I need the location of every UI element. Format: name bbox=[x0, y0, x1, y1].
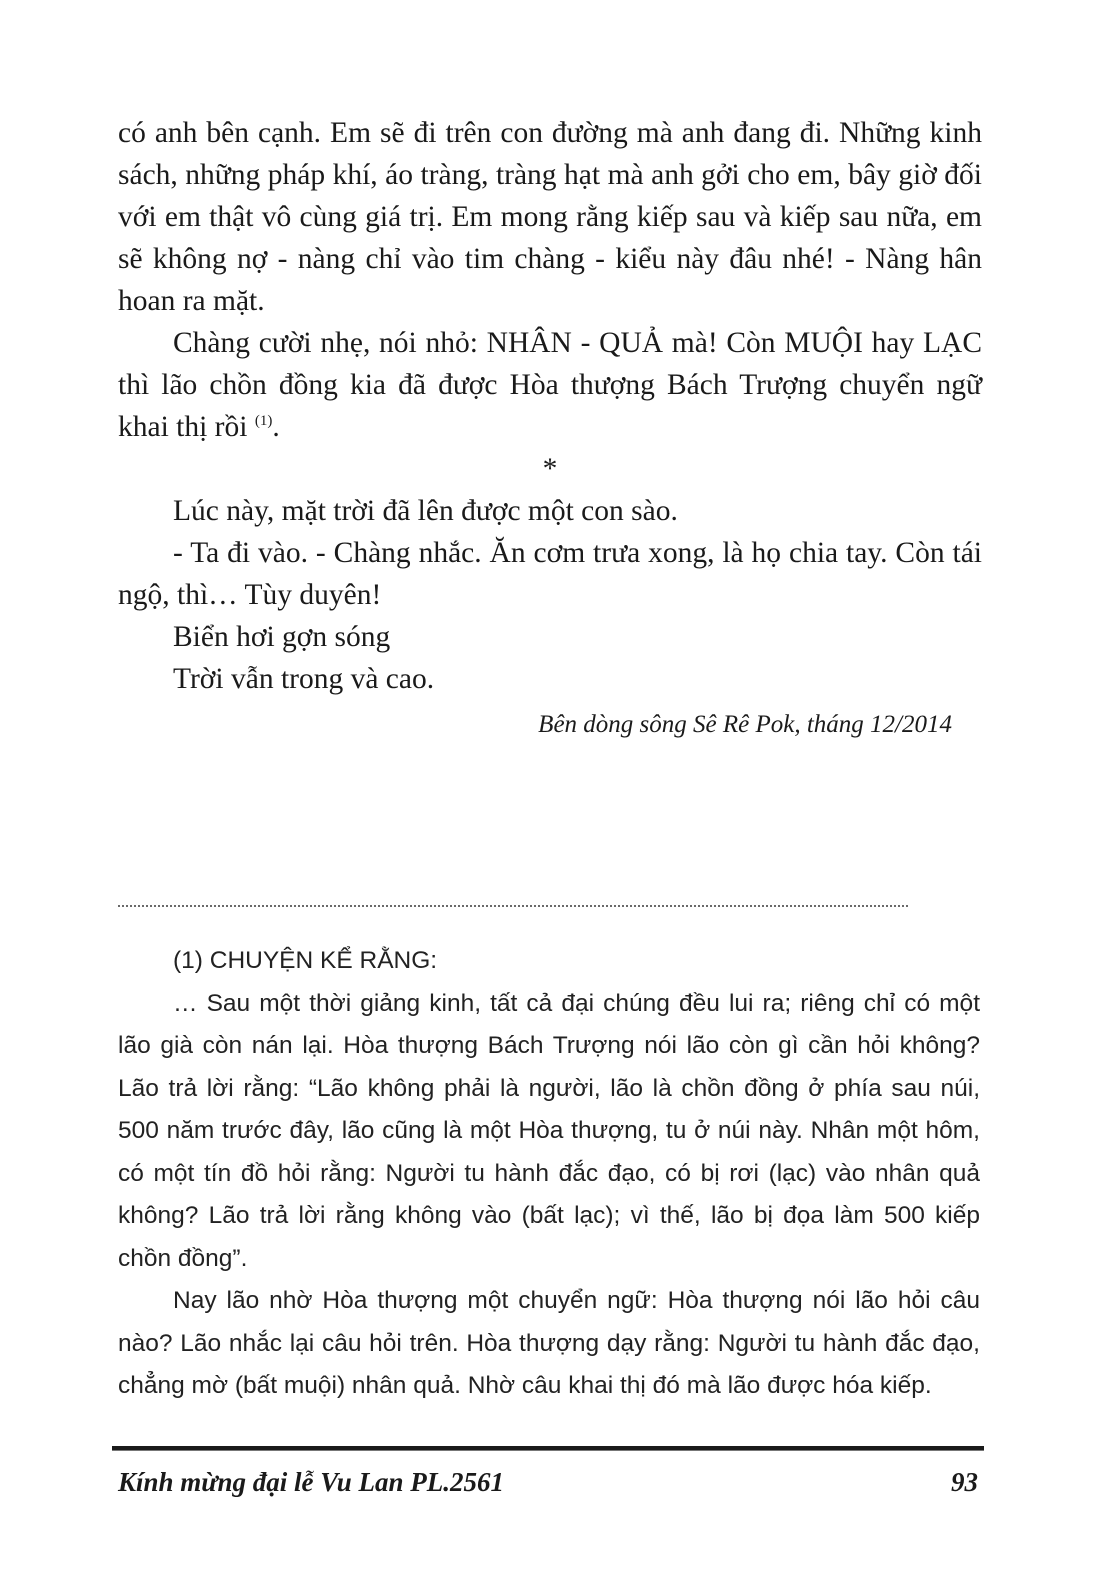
footnote-reference[interactable]: (1) bbox=[254, 413, 273, 430]
paragraph-2 bbox=[118, 322, 982, 448]
footer-title: Kính mừng đại lễ Vu Lan PL.2561 bbox=[118, 1467, 505, 1497]
footer-rule bbox=[112, 1446, 984, 1451]
paragraph-1: có anh bên cạnh. Em sẽ đi trên con đường mà anh đang đi. Những kinh sách, những pháp khí, áo tràng, tràng hạt mà anh gởi cho em, bây giờ đối với em thật vô cùng giá trị. Em mong rằng kiếp sau và kiếp sau nữa, em sẽ không nợ - nàng chỉ vào tim chàng - kiểu này đâu nhé! - Nàng hân hoan ra mặt. bbox=[118, 117, 982, 317]
footnote-section bbox=[118, 940, 980, 1408]
paragraph-6: Trời vẫn trong và cao. bbox=[173, 663, 435, 695]
footnote-separator bbox=[118, 905, 908, 907]
paragraph-2-text: Chàng cười nhẹ, nói nhỏ: NHÂN - QUẢ mà! Còn MUỘI hay LẠC thì lão chồn đồng kia đã được Hòa thượng Bách Trượng chuyển ngữ khai thị rồi bbox=[118, 327, 982, 443]
section-separator: * bbox=[542, 453, 558, 485]
footnote-paragraph-1: … Sau một thời giảng kinh, tất cả đại chúng đều lui ra; riêng chỉ có một lão già còn nán lại. Hòa thượng Bách Trượng nói lão còn gì cần hỏi không? Lão trả lời rằng: “Lão không phải là người, lão là chồn đồng ở phía sau núi, 500 năm trước đây, lão cũng là một Hòa thượng, tu ở núi này. Nhân một hôm, có một tín đồ hỏi rằng: Người tu hành đắc đạo, có bị rơi (lạc) vào nhân quả không? Lão trả lời rằng không vào (bất lạc); vì thế, lão bị đọa làm 500 kiếp chồn đồng”. bbox=[118, 989, 980, 1272]
page-footer bbox=[118, 1462, 978, 1502]
paragraph-3: Lúc này, mặt trời đã lên được một con sào. bbox=[173, 495, 678, 527]
page-number: 93 bbox=[951, 1467, 978, 1497]
main-text bbox=[118, 112, 982, 746]
paragraph-2-end: . bbox=[272, 411, 280, 443]
signature-line: Bên dòng sông Sê Rê Pok, tháng 12/2014 bbox=[538, 711, 952, 738]
paragraph-4: - Ta đi vào. - Chàng nhắc. Ăn cơm trưa xong, là họ chia tay. Còn tái ngộ, thì… Tùy duyên! bbox=[118, 537, 982, 611]
paragraph-5: Biển hơi gợn sóng bbox=[173, 621, 391, 653]
footnote-paragraph-2: Nay lão nhờ Hòa thượng một chuyển ngữ: Hòa thượng nói lão hỏi câu nào? Lão nhắc lại câu hỏi trên. Hòa thượng dạy rằng: Người tu hành đắc đạo, chẳng mờ (bất muội) nhân quả. Nhờ câu khai thị đó mà lão được hóa kiếp. bbox=[118, 1287, 980, 1399]
footnote-heading: (1) CHUYỆN KỂ RẰNG: bbox=[173, 947, 438, 974]
